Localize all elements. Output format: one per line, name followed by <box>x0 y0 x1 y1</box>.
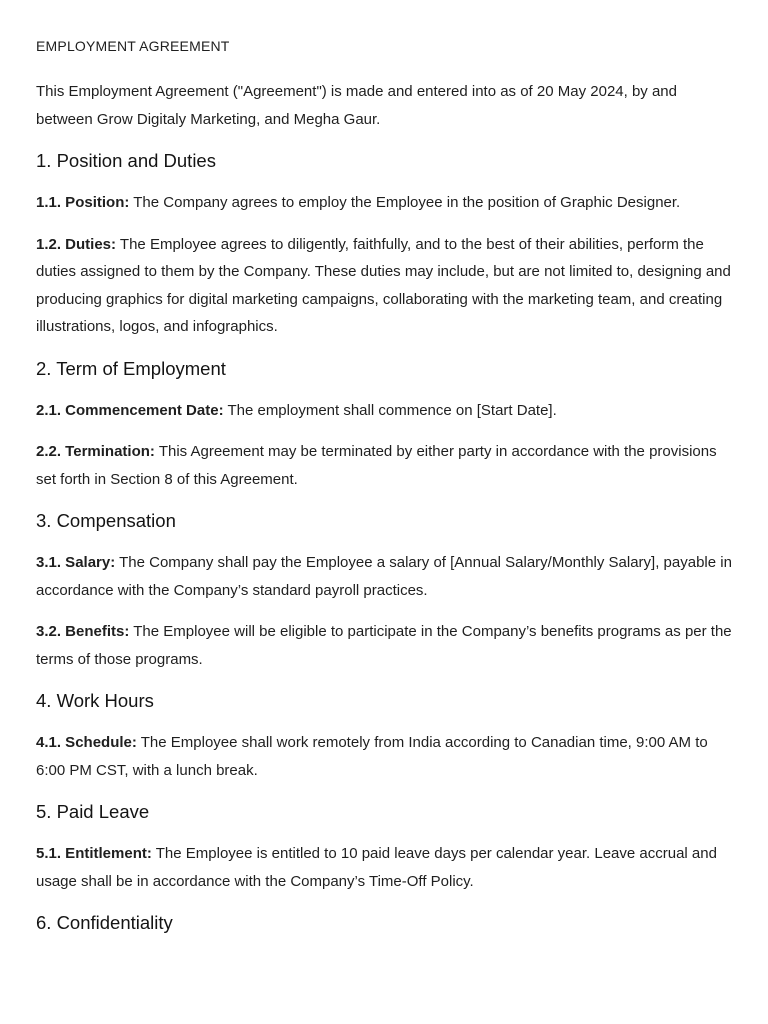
clause-text: This Agreement may be terminated by either party in accordance with the provisions set forth in Section 8 of this Agreement. <box>36 443 717 488</box>
document-title: EMPLOYMENT AGREEMENT <box>36 38 230 54</box>
clause-paragraph <box>36 549 732 604</box>
section-heading: 6. Confidentiality <box>36 912 173 933</box>
section-heading: 2. Term of Employment <box>36 357 226 379</box>
clause-label: 5.1. Entitlement: <box>36 845 152 862</box>
clause-paragraph <box>36 840 732 895</box>
clause-label: 1.1. Position: <box>36 194 130 211</box>
clause-label: 1.2. Duties: <box>36 235 117 253</box>
section-heading: 5. Paid Leave <box>36 801 150 822</box>
section-heading: 3. Compensation <box>36 510 176 531</box>
clause-text: The Employee shall work remotely from India according to Canadian time, 9:00 AM to 6:00 PM CST, with a lunch break. <box>36 734 708 779</box>
clause-paragraph <box>36 618 732 673</box>
section-confidentiality <box>36 909 732 937</box>
section-term-of-employment <box>36 355 732 494</box>
clause-paragraph <box>36 438 732 493</box>
section-paid-leave <box>36 798 732 895</box>
clause-label: 4.1. Schedule: <box>36 734 137 751</box>
clause-text: The Company agrees to employ the Employee in the position of Graphic Designer. <box>129 194 681 211</box>
intro-paragraph: This Employment Agreement ("Agreement") is made and entered into as of 20 May 2024, by and between Grow Digitaly Marketing, and Megha Gaur. <box>36 83 677 128</box>
clause-text: The Employee will be eligible to participate in the Company’s benefits programs as per the terms of those programs. <box>36 623 732 668</box>
clause-paragraph <box>36 231 732 341</box>
section-compensation <box>36 507 732 673</box>
section-work-hours <box>36 687 732 784</box>
section-heading: 1. Position and Duties <box>36 150 216 171</box>
clause-text: The Company shall pay the Employee a salary of [Annual Salary/Monthly Salary], payable in accordance with the Company’s standard payroll practices. <box>36 554 732 599</box>
clause-text: The employment shall commence on [Start Date]. <box>223 401 557 419</box>
clause-text: The Employee is entitled to 10 paid leave days per calendar year. Leave accrual and usage shall be in accordance with the Company’s Time-Off Policy. <box>36 845 717 890</box>
section-heading: 4. Work Hours <box>36 690 154 711</box>
clause-paragraph <box>36 729 732 784</box>
section-position-and-duties <box>36 147 732 341</box>
clause-label: 3.1. Salary: <box>36 554 116 571</box>
clause-paragraph <box>36 189 732 217</box>
clause-paragraph <box>36 397 732 425</box>
clause-text: The Employee agrees to diligently, faithfully, and to the best of their abilities, perform the duties assigned to them by the Company. These duties may include, but are not limited to, designing and producing graphics for digital marketing campaigns, collaborating with the marketing team, and creating illustrations, logos, and infographics. <box>36 235 731 335</box>
clause-label: 3.2. Benefits: <box>36 623 130 640</box>
clause-label: 2.1. Commencement Date: <box>36 401 224 419</box>
clause-label: 2.2. Termination: <box>36 443 155 460</box>
